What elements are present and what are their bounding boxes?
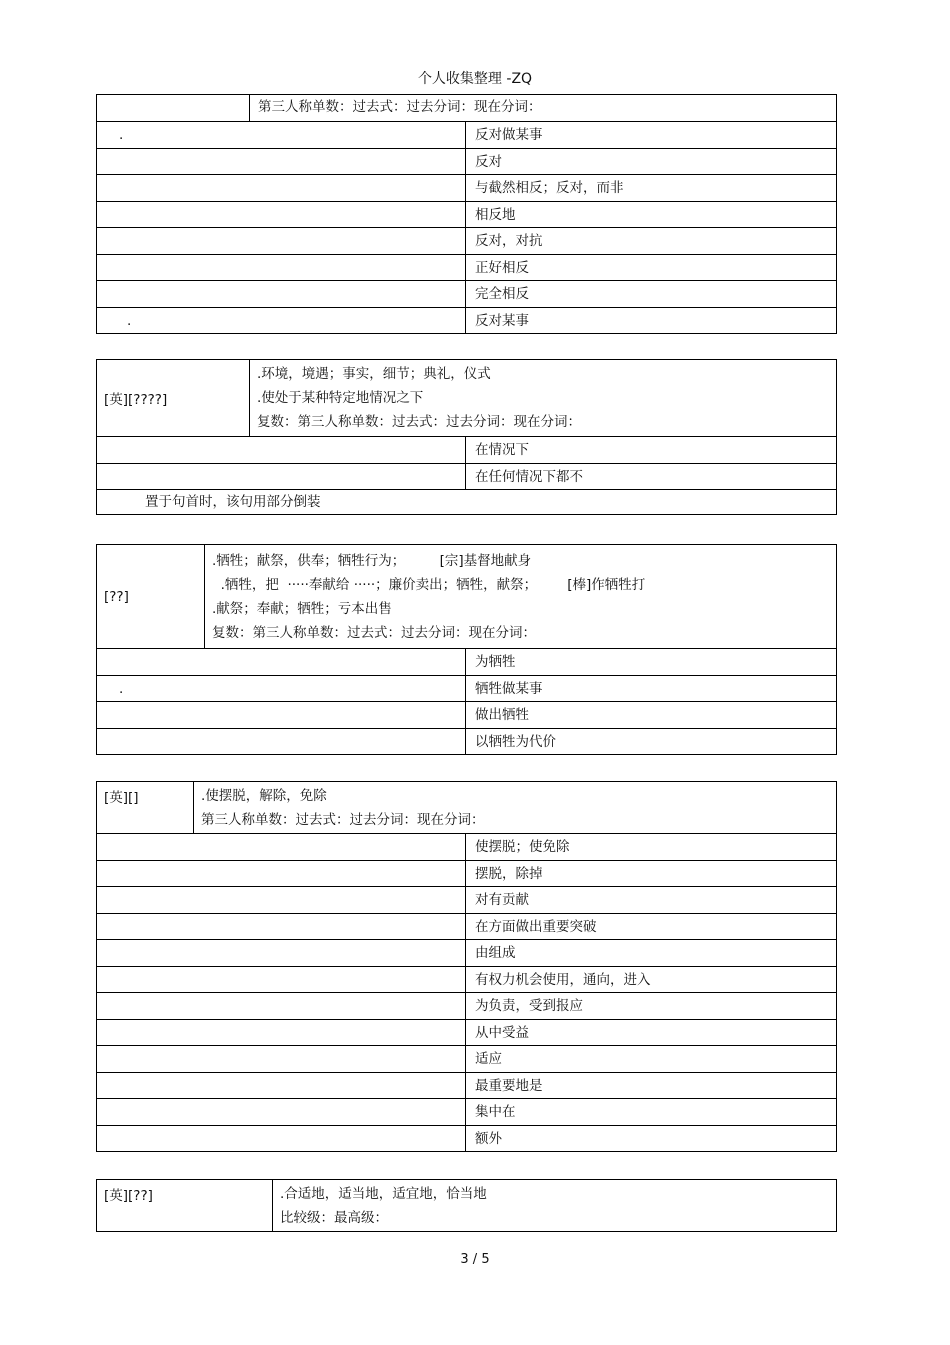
phrase-meaning: 正好相反 [475, 259, 529, 276]
phrase-english [97, 149, 466, 175]
phrase-row [96, 702, 837, 729]
phrase-meaning: 与截然相反；反对，而非 [475, 180, 624, 196]
phrase-meaning: 在任何情况下都不 [475, 468, 583, 485]
phrase-english [97, 702, 466, 728]
definition-cell [194, 782, 836, 833]
phrase-english [97, 281, 466, 307]
phrase-meaning: 反对某事 [475, 312, 529, 329]
phrase-meaning: 摆脱，除掉 [475, 865, 543, 882]
page-header: 个人收集整理 -ZQ [417, 71, 533, 87]
usage-note-row [96, 490, 837, 515]
entry-table-circumstance [96, 359, 837, 515]
phrase-english: . [97, 122, 466, 148]
definition-cell [205, 545, 836, 648]
phrase-english [97, 202, 466, 228]
definition-line: .使处于某种特定地情况之下 [257, 390, 424, 406]
phrase-meaning: 对有贡献 [475, 892, 529, 908]
phrase-english [97, 437, 466, 463]
phrase-meaning: 在情况下 [475, 442, 529, 458]
phrase-row [96, 993, 837, 1020]
phrase-english [97, 861, 466, 887]
phrase-row [96, 649, 837, 676]
phonetic-cell: [英][??] [97, 1180, 273, 1231]
entry-header-row [96, 1180, 837, 1232]
phrase-meaning: 在方面做出重要突破 [475, 918, 597, 935]
phonetic-cell: [英][] [97, 782, 194, 833]
phrase-english [97, 228, 466, 254]
phrase-row [96, 228, 837, 255]
phrase-meaning: 有权力机会使用，通向，进入 [475, 971, 651, 988]
phrase-row [96, 861, 837, 888]
usage-note: 置于句首时，该句用部分倒装 [145, 494, 321, 510]
phrase-meaning: 为牺牲 [475, 654, 516, 670]
phrase-meaning: 为负责，受到报应 [475, 998, 583, 1014]
phrase-english [97, 1020, 466, 1046]
inflection-line: 第三人称单数：过去式：过去分词：现在分词： [258, 99, 542, 115]
phrase-row [96, 729, 837, 756]
phrase-meaning: 从中受益 [475, 1024, 529, 1041]
definition-line: .使摆脱，解除，免除 [201, 787, 327, 804]
phonetic-cell: [??] [97, 545, 205, 648]
phrase-english [97, 1099, 466, 1125]
phrase-meaning: 反对 [475, 153, 502, 170]
phrase-row [96, 308, 837, 335]
phrase-english [97, 1046, 466, 1072]
phrase-row [96, 437, 837, 464]
phrase-english [97, 464, 466, 490]
inflection-line: 复数：第三人称单数：过去式：过去分词：现在分词： [257, 414, 581, 430]
phrase-meaning: 由组成 [475, 945, 516, 961]
phrase-english [97, 1126, 466, 1152]
definition-cell [250, 360, 836, 436]
phrase-row [96, 255, 837, 282]
definition-cell [273, 1180, 836, 1231]
phrase-meaning: 相反地 [475, 206, 516, 223]
phrase-english [97, 967, 466, 993]
phonetic-cell: [英][????] [97, 360, 250, 436]
definition-line: .献祭；奉献；牺牲；亏本出售 [212, 600, 392, 617]
phrase-english [97, 175, 466, 201]
phrase-row [96, 1020, 837, 1047]
entry-table-sacrifice [96, 544, 837, 755]
phrase-row [96, 464, 837, 491]
phrase-english [97, 887, 466, 913]
inflection-line: 复数：第三人称单数：过去式：过去分词：现在分词： [212, 624, 536, 641]
entry-header-row [96, 360, 837, 437]
phrase-english [97, 940, 466, 966]
phrase-meaning: 最重要地是 [475, 1077, 543, 1094]
phrase-meaning: 反对，对抗 [475, 233, 543, 249]
page-number: 3 / 5 [460, 1252, 490, 1267]
phrase-english [97, 1073, 466, 1099]
phrase-row [96, 1046, 837, 1073]
phrase-english [97, 255, 466, 281]
phrase-meaning: 额外 [475, 1130, 502, 1147]
phrase-english [97, 993, 466, 1019]
entry-header-row [96, 782, 837, 834]
phrase-row [96, 202, 837, 229]
phrase-row [96, 914, 837, 941]
phrase-row [96, 940, 837, 967]
phrase-row [96, 122, 837, 149]
phrase-row [96, 1126, 837, 1153]
inflection-line: 比较级：最高级： [280, 1209, 388, 1226]
phrase-english: . [97, 308, 466, 334]
definition-line: .合适地，适当地，适宜地，恰当地 [280, 1185, 487, 1202]
phrase-row [96, 967, 837, 994]
phrase-meaning: 以牺牲为代价 [475, 733, 556, 750]
phrase-meaning: 适应 [475, 1051, 502, 1067]
phrase-row [96, 1099, 837, 1126]
phrase-meaning: 集中在 [475, 1104, 516, 1120]
phrase-meaning: 使摆脱；使免除 [475, 839, 570, 855]
phrase-meaning: 做出牺牲 [475, 707, 529, 723]
entry-header-row [96, 545, 837, 649]
phrase-english [97, 834, 466, 860]
phrase-meaning: 牺牲做某事 [475, 680, 543, 697]
phrase-row [96, 676, 837, 703]
phrase-row [96, 149, 837, 176]
inflection-line: 第三人称单数：过去式：过去分词：现在分词： [201, 811, 485, 828]
phrase-row [96, 834, 837, 861]
entry-table-oppose [96, 94, 837, 334]
phrase-meaning: 完全相反 [475, 286, 529, 302]
phrase-meaning: 反对做某事 [475, 127, 543, 143]
phrase-row [96, 281, 837, 308]
definition-line: .牺牲；献祭，供奉；牺牲行为； [宗]基督地献身 [212, 552, 532, 569]
phrase-english [97, 914, 466, 940]
phrase-english: . [97, 676, 466, 702]
entry-table-free [96, 781, 837, 1152]
phrase-english [97, 729, 466, 755]
entry-header-row [96, 95, 837, 122]
phonetic-cell [97, 95, 250, 121]
phrase-english [97, 649, 466, 675]
phrase-row [96, 1073, 837, 1100]
phrase-row [96, 887, 837, 914]
phrase-row [96, 175, 837, 202]
entry-table-properly [96, 1179, 837, 1232]
definition-line: .环境，境遇；事实，细节；典礼，仪式 [257, 366, 491, 382]
definition-line: .牺牲，把 ·····奉献给 ·····；廉价卖出；牺牲，献祭； [棒]作牺牲打 [212, 576, 646, 593]
